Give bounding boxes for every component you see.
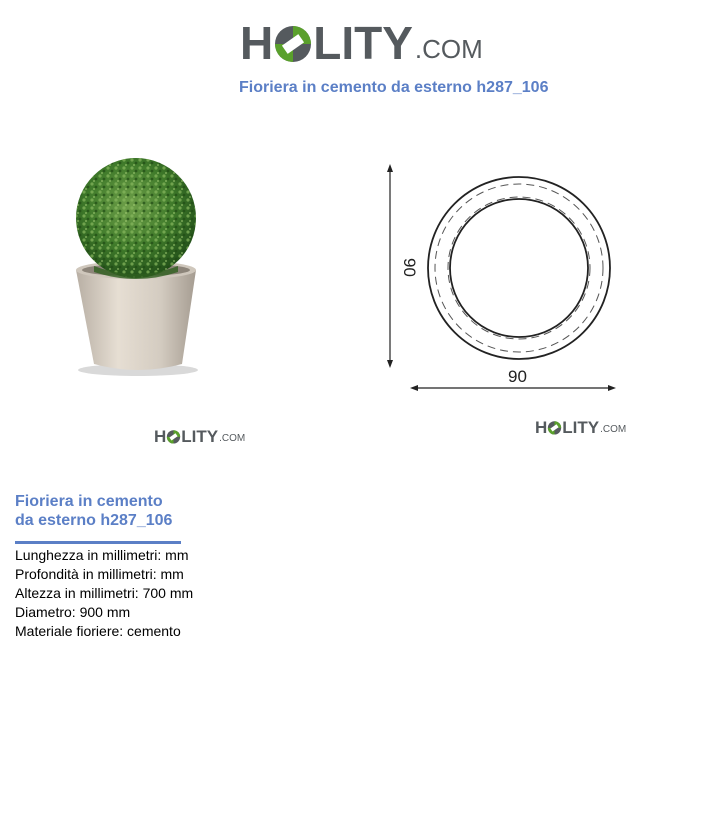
drawing-logo-lity: LITY — [562, 418, 600, 437]
product-title-line1: Fioriera in cemento — [15, 493, 163, 510]
drawing-logo — [535, 419, 626, 436]
photo-logo-lity: LITY — [181, 427, 219, 446]
logo-o-icon — [166, 428, 181, 445]
spec-length: Lunghezza in millimetri: mm — [15, 547, 189, 563]
photo-logo-suffix: .COM — [219, 433, 246, 444]
logo-suffix: .COM — [414, 34, 483, 64]
logo-o-icon — [273, 20, 313, 66]
spec-depth: Profondità in millimetri: mm — [15, 566, 184, 582]
title-underline — [15, 541, 181, 544]
dimension-horizontal-label: 90 — [508, 367, 527, 386]
product-photo — [66, 150, 211, 382]
spec-height: Altezza in millimetri: 700 mm — [15, 585, 194, 601]
holity-logo[interactable] — [240, 14, 483, 69]
spec-material: Materiale fioriere: cemento — [15, 623, 181, 639]
logo-letters-lity: LITY — [313, 17, 413, 69]
dimension-vertical-label: 90 — [400, 258, 419, 277]
product-title — [15, 492, 215, 530]
drawing-logo-suffix: .COM — [600, 424, 627, 435]
spec-list — [15, 546, 193, 641]
technical-drawing — [380, 158, 620, 398]
product-title-line2: da esterno h287_106 — [15, 512, 173, 529]
logo-o-icon — [547, 419, 562, 436]
page-title: Fioriera in cemento da esterno h287_106 — [239, 79, 549, 96]
logo-letter-h: H — [240, 17, 274, 69]
photo-logo — [154, 428, 245, 445]
drawing-logo-h: H — [535, 418, 548, 437]
photo-logo-h: H — [154, 427, 167, 446]
spec-diameter: Diametro: 900 mm — [15, 604, 131, 620]
